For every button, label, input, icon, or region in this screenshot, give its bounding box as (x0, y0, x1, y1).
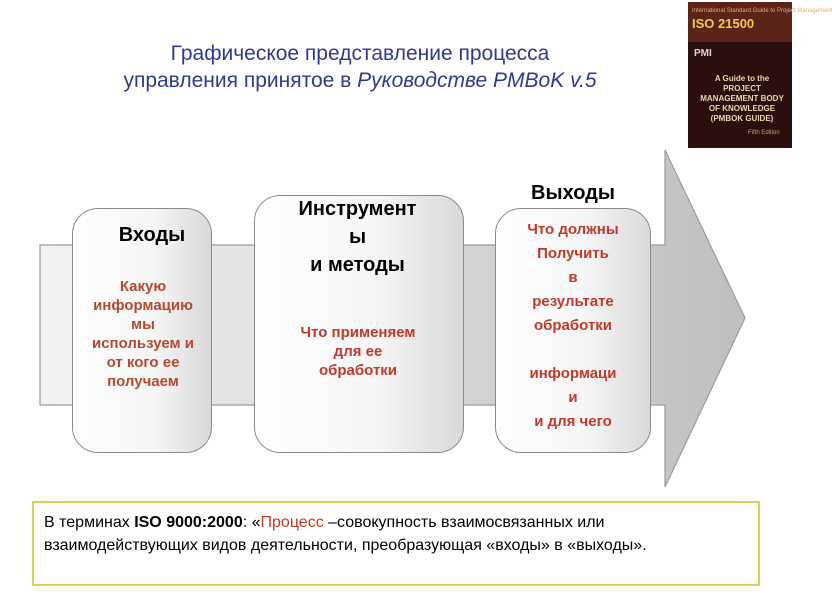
definition-standard: ISO 9000:2000 (134, 514, 243, 531)
definition-rest: –совокупность взаимосвязанных или взаимодействующих видов деятельности, преобразующая «входы» в «выходы». (44, 514, 647, 554)
title-line-2-plain: управления принятое в (123, 69, 358, 92)
stage-description-tools: Что применяем для ее обработки (300, 324, 416, 379)
title-line-2-italic: Руководстве PMBoK v.5 (357, 69, 597, 92)
book-cover-publisher: PMI (694, 48, 712, 59)
definition-prefix: В терминах (44, 514, 135, 531)
stage-heading-tools (270, 195, 445, 279)
stage-description-inputs: Какую информацию мы используем и от кого ее получаем (91, 278, 195, 390)
book-cover-iso: ISO 21500 (692, 16, 755, 31)
book-cover-edition: Fifth Edition (748, 130, 780, 136)
book-cover-subtitle: International Standard Guide to Project Management (692, 8, 832, 14)
tools-heading-line-3: и методы (310, 254, 405, 276)
definition-term: Процесс (260, 514, 324, 531)
tools-heading-line-1: Инструмент (298, 198, 417, 220)
title-line-1: Графическое представление процесса (170, 42, 550, 65)
stage-heading-inputs: Входы (118, 224, 186, 246)
stage-description-outputs: Что должны Получить в результате обработки информаци и и для чего (527, 221, 619, 430)
definition-middle: : « (242, 514, 261, 531)
definition-box (32, 501, 760, 586)
tools-heading-line-2: ы (348, 226, 367, 248)
book-cover-title: A Guide to the PROJECT MANAGEMENT BODY OF KNOWLEDGE (PMBOK GUIDE) (700, 74, 784, 123)
stage-heading-outputs: Выходы (531, 182, 615, 204)
